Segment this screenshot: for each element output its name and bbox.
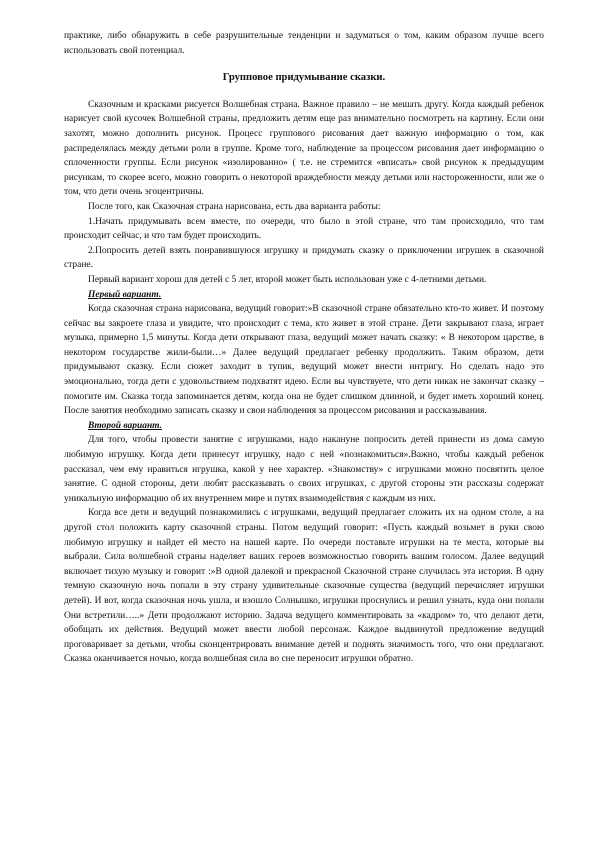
intro-paragraph: практике, либо обнаружить в себе разрушительные тенденции и задуматься о том, каким образом лучше всего использовать свой потенциал. [64,31,544,56]
paragraph-variant-1: Когда сказочная страна нарисована, ведущий говорит:»В сказочной стране обязательно кто-то живет. И поэтому сейчас вы закроете глаза и увидите, что происходит с тема, кто живет в этой стране. Дети закрывают глаза, играет музыка, примерно 1,5 минуты. Когда дети открывают глаза, ведущий может начать сказку: « В некотором царстве, в некотором государстве жили-были…» Далее ведущий предлагает ребенку продолжить. Таким образом, дети придумывают сказку. Если сюжет заходит в тупик, ведущий может внести интригу. Но сделать надо это эмоционально, тогда дети с удовольствием подхватят идею. Если вы чувствуете, что дети никак не закончат сказку – помогите им. Сказка тогда запоминается детям, когда она не будет слишком длинной, и будет иметь хороший конец. После занятия необходимо записать сказку и свои наблюдения за процессом рисования и рассказывания. [64,304,544,417]
paragraph-variant-2: Для того, чтобы провести занятие с игрушками, надо накануне попросить детей принести из дома самую любимую игрушку. Когда дети принесут игрушку, надо с ней «познакомиться».Важно, чтобы каждый ребенок рассказал, чем ему нравиться игрушка, какой у нее характер. «Знакомству» с игрушками можно посвятить целое занятие. С одной стороны, дети любят рассказывать о своих игрушках, с другой стороны эти рассказы содержат уникальную информацию об их внутреннем мире и путях взаимодействия с каждым из них. [64,435,544,504]
paragraph-option-1: 1.Начать придумывать всем вместе, по очереди, что было в этой стране, что там происходило, что там происходит сейчас, и что там будет происходить. [64,216,544,242]
paragraph-drawing: Сказочным и красками рисуется Волшебная страна. Важное правило – не мешать другу. Когда каждый ребенок нарисует свой кусочек Волшебной страны, предложить детям еще раз внимательно посмотреть на картину. Если они захотят, можно дополнить рисунок. Процесс группового рисования дает важную информацию о том, как распределялась между детьми роли в группе. Кроме того, наблюдение за процессом рисования дает информацию о сплоченности группы. Если рисунок «изолированно» ( т.е. не стремится «вписать» свой рисунок к предыдущим рисункам, то скорее всего, можно говорить о некоторой враждебности между детьми или настороженности, или же о том, что дети очень эгоцентричны. [64,99,544,198]
section-title: Групповое придумывание сказки. [222,72,386,84]
paragraph-age-note: Первый вариант хорош для детей с 5 лет, второй может быть использован уже с 4-летними детьми. [88,274,487,285]
paragraph-option-2: 2.Попросить детей взять понравившуюся игрушку и придумать сказку о приключении игрушек в сказочной стране. [64,245,544,271]
paragraph-two-options: После того, как Сказочная страна нарисована, есть два варианта работы: [88,201,381,212]
variant-1-heading: Первый вариант. [88,289,162,300]
paragraph-toys-story: Когда все дети и ведущий познакомились с игрушками, ведущий предлагает сложить их на одном столе, а на другой стол положить карту сказочной страны. Потом ведущий говорит: «Пусть каждый возьмет в руки свою любимую игрушку и найдет ей место на нашей карте. По очереди поставьте игрушки на те места, которые вы выбрали. Сила волшебной страны наделяет ваших героев возможностью говорить вашим голосом. Далее ведущий включает тихую музыку и говорит :»В одной далекой и прекрасной Сказочной стране случилась эта история. В одну темную сказочную ночь попали в эту страну удивительные сказочные существа (ведущий перечисляет игрушки детей). И вот, когда сказочная ночь ушла, и взошло Солнышко, игрушки проснулись и решил узнать, куда они попали Они встретили…..» Дети продолжают историю. Задача ведущего комментировать за «кадром» то, что делают дети, обобщать их действия. Ведущий может ввести любой персонаж. Каждое выдвинутой предложение ведущий проговаривает за детьми, чтобы сконцентрировать внимание детей и поднять значимость того, что они предлагают. Сказка оканчивается ночью, когда волшебная сила во сне переносит игрушки обратно. [64,508,544,665]
variant-2-heading: Второй вариант. [88,420,163,431]
